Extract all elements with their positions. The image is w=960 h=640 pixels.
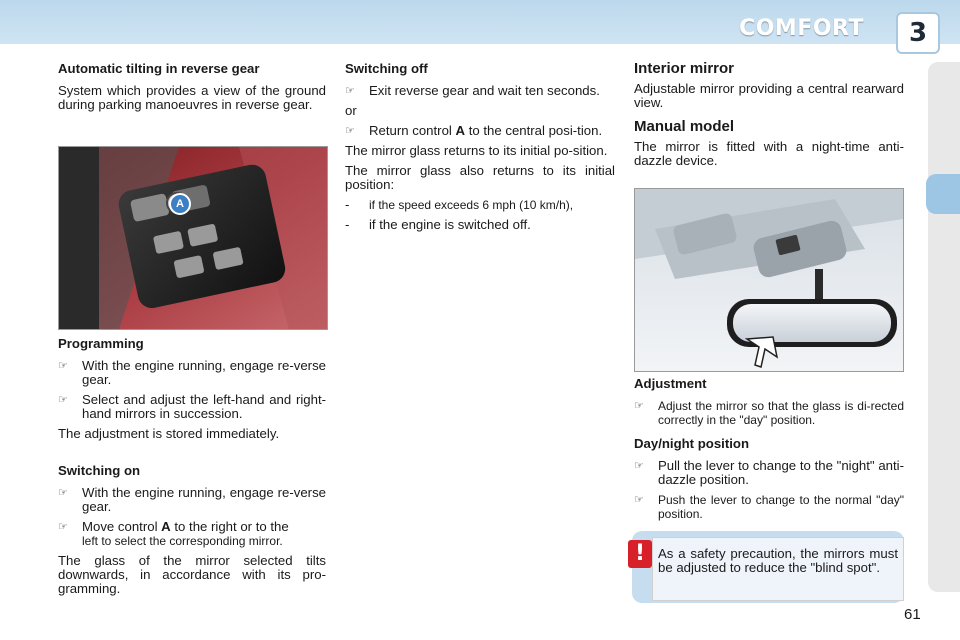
pointing-hand-icon: ☞ [58, 521, 68, 533]
manual-model-text: The mirror is fitted with a night-time anti-dazzle device. [634, 139, 904, 168]
programming-heading: Programming [58, 336, 144, 351]
list-item: ☞ With the engine running, engage re-verse gear. [58, 485, 326, 514]
pointing-hand-icon: ☞ [58, 360, 68, 372]
list-item: ☞ Pull the lever to change to the "night" anti-dazzle position. [634, 458, 904, 487]
control-a-label: A [169, 193, 191, 215]
pointing-hand-icon: ☞ [58, 394, 68, 406]
interior-mirror-text: Adjustable mirror providing a central rearward view. [634, 81, 904, 110]
exclamation-icon: ! [628, 540, 652, 568]
list-item: ☞ Adjust the mirror so that the glass is di-rected correctly in the "day" position. [634, 399, 904, 427]
list-item: ☞ Exit reverse gear and wait ten seconds. [345, 83, 600, 98]
dash-marker: - [345, 217, 350, 232]
page-number: 61 [904, 606, 921, 623]
chapter-title: COMFORT [739, 16, 864, 41]
programming-section [58, 337, 326, 447]
interior-mirror-illustration [635, 189, 903, 371]
column-right [634, 62, 904, 174]
day-night-section [634, 437, 904, 527]
switching-on-section [58, 464, 326, 602]
switch-on-heading: Switching on [58, 463, 141, 478]
door-switch-illustration [59, 147, 327, 329]
programming-note: The adjustment is stored immediately. [58, 426, 280, 441]
adjustment-heading: Adjustment [634, 376, 707, 391]
list-item: ☞ Push the lever to change to the normal "day" position. [634, 493, 904, 521]
list-item: ☞ With the engine running, engage re-verse gear. [58, 358, 326, 387]
pointing-hand-icon: ☞ [345, 125, 355, 137]
pointing-hand-icon: ☞ [634, 400, 644, 412]
warning-text: As a safety precaution, the mirrors must be adjusted to reduce the "blind spot". [658, 546, 898, 575]
interior-mirror-heading: Interior mirror [634, 60, 735, 77]
side-tab-strip [928, 62, 960, 592]
or-text: or [345, 103, 357, 118]
door-switch-photo [58, 146, 328, 330]
switch-on-note: The glass of the mirror selected tilts downwards, in accordance with its pro-gramming. [58, 553, 326, 596]
day-night-heading: Day/night position [634, 436, 750, 451]
side-tab-active[interactable] [926, 174, 960, 214]
list-item: ☞ Return control A to the central posi-tion. [345, 123, 603, 138]
adjustment-section [634, 377, 904, 433]
column-left [58, 62, 326, 118]
list-item: ☞ Move control A to the right or to the left to select the corresponding mirror. [58, 519, 289, 548]
list-item: ☞ Select and adjust the left-hand and right-hand mirrors in succession. [58, 392, 326, 421]
manual-model-heading: Manual model [634, 118, 735, 135]
auto-tilt-heading: Automatic tilting in reverse gear [58, 61, 260, 76]
list-item: - if the speed exceeds 6 mph (10 km/h), [345, 197, 574, 212]
pointing-hand-icon: ☞ [634, 494, 644, 506]
pointing-hand-icon: ☞ [345, 85, 355, 97]
pointing-hand-icon: ☞ [634, 460, 644, 472]
list-item: - if the engine is switched off. [345, 217, 531, 232]
switch-off-heading: Switching off [345, 61, 428, 76]
return-text-1: The mirror glass returns to its initial po-sition. [345, 143, 608, 158]
dash-marker: - [345, 197, 350, 212]
pointing-hand-icon: ☞ [58, 487, 68, 499]
column-middle [345, 62, 615, 238]
return-text-2: The mirror glass also returns to its initial position: [345, 163, 615, 192]
interior-mirror-photo [634, 188, 904, 372]
chapter-number: 3 [908, 18, 928, 48]
auto-tilt-text: System which provides a view of the ground during parking manoeuvres in reverse gear. [58, 83, 326, 112]
